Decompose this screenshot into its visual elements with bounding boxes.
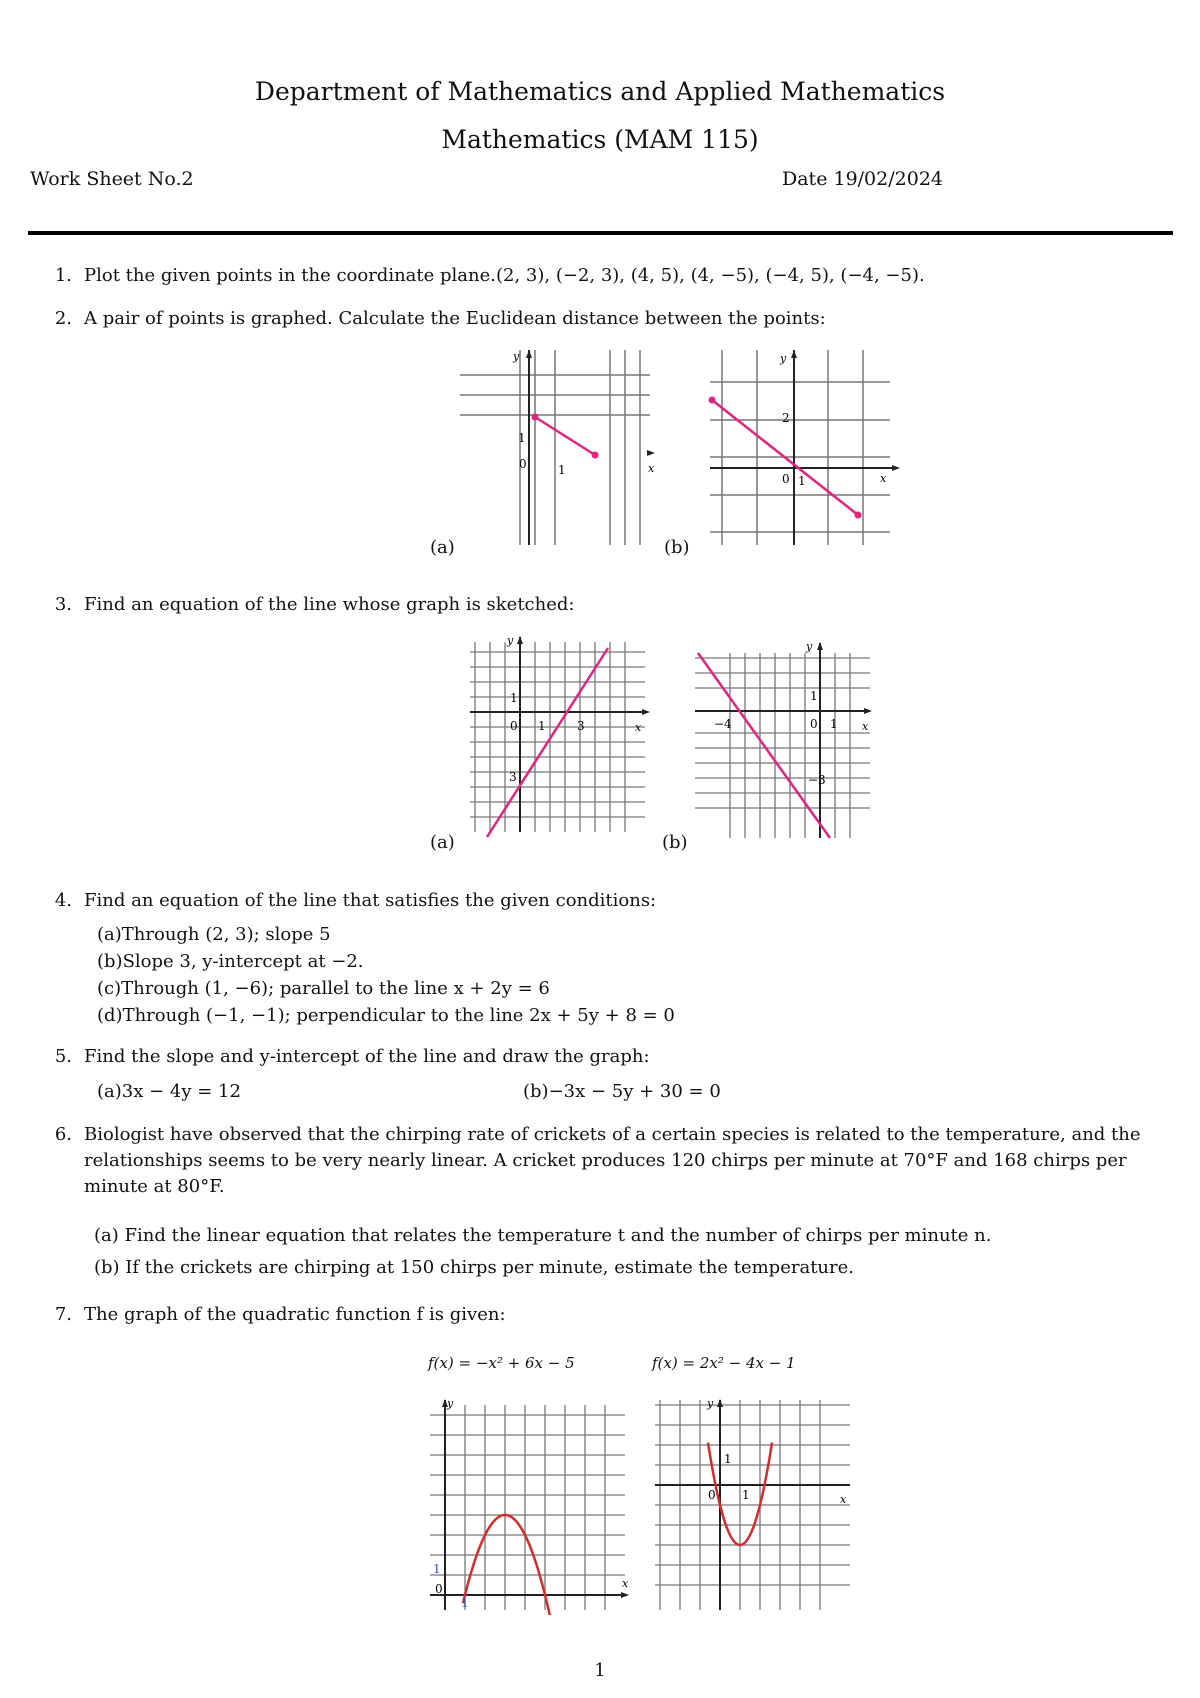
tick-label: −4 — [714, 717, 732, 731]
x-label: x — [622, 1577, 629, 1590]
q6-item-b: (b) If the crickets are chirping at 150 chirps per minute, estimate the temperature. — [94, 1257, 854, 1278]
question-text: Find an equation of the line whose graph is sketched: — [84, 594, 575, 615]
x-axis-arrow — [892, 465, 900, 471]
tick-label: 1 — [724, 1452, 732, 1466]
page-number: 1 — [594, 1660, 606, 1681]
y-label: y — [707, 1397, 714, 1410]
point — [532, 414, 539, 421]
q3-label-b: (b) — [662, 832, 688, 853]
course-title: Mathematics (MAM 115) — [441, 125, 759, 154]
x-label: x — [840, 1493, 847, 1506]
tick-label: 1 — [461, 1596, 469, 1610]
question-number: 4. — [54, 890, 72, 911]
question-text: A pair of points is graphed. Calculate the Euclidean distance between the points: — [84, 308, 826, 329]
x-label: x — [862, 720, 869, 733]
point — [709, 397, 716, 404]
y-axis-arrow — [517, 636, 523, 644]
x-label: x — [648, 462, 655, 475]
y-axis-arrow — [817, 642, 823, 650]
question-number: 1. — [54, 265, 72, 286]
tick-label: 2 — [782, 411, 790, 425]
y-label: y — [447, 1397, 454, 1410]
tick-label: 1 — [830, 717, 838, 731]
q2-label-b: (b) — [664, 537, 690, 558]
q5-item-b: (b)−3x − 5y + 30 = 0 — [523, 1081, 721, 1102]
q7-graph-b — [650, 1395, 855, 1615]
tick-label: 1 — [742, 1488, 750, 1502]
q4-item-c: (c)Through (1, −6); parallel to the line x + 2y = 6 — [97, 978, 550, 999]
point — [855, 512, 862, 519]
x-axis-arrow — [621, 1592, 629, 1598]
tick-label: 1 — [518, 431, 526, 445]
x-axis-arrow — [864, 708, 872, 714]
question-number: 2. — [54, 308, 72, 329]
tick-label: 3 — [509, 770, 517, 784]
header-rule — [28, 231, 1173, 235]
y-axis-arrow — [791, 350, 797, 358]
q3-graph-b — [690, 638, 875, 843]
question-text: Find an equation of the line that satisfies the given conditions: — [84, 890, 657, 911]
tick-label: 0 — [435, 1582, 443, 1596]
question-text: The graph of the quadratic function f is given: — [84, 1304, 506, 1325]
q7-caption-a: f(x) = −x² + 6x − 5 — [428, 1354, 575, 1372]
q2-graph-b — [700, 350, 900, 550]
tick-label: −3 — [808, 773, 826, 787]
point — [592, 452, 599, 459]
tick-label: 1 — [433, 1562, 441, 1576]
question-number: 3. — [54, 594, 72, 615]
y-label: y — [780, 352, 787, 365]
tick-label: 0 — [510, 719, 518, 733]
q4-item-d: (d)Through (−1, −1); perpendicular to the line 2x + 5y + 8 = 0 — [97, 1005, 675, 1026]
question-text: Plot the given points in the coordinate plane.(2, 3), (−2, 3), (4, 5), (4, −5), (−4, 5), (−4, −5). — [84, 265, 925, 286]
q5-item-a: (a)3x − 4y = 12 — [97, 1081, 241, 1102]
x-axis-arrow — [642, 709, 650, 715]
question-text-line: relationships seems to be very nearly linear. A cricket produces 120 chirps per minute at 70°F and 168 chirps per — [84, 1150, 1127, 1171]
tick-label: 1 — [538, 719, 546, 733]
question-number: 7. — [54, 1304, 72, 1325]
q3-graph-a — [465, 632, 650, 842]
department-title: Department of Mathematics and Applied Mathematics — [254, 77, 946, 106]
tick-label: 1 — [510, 691, 518, 705]
line-segment — [535, 417, 595, 455]
q4-item-a: (a)Through (2, 3); slope 5 — [97, 924, 331, 945]
y-label: y — [513, 350, 520, 363]
question-text-line: Biologist have observed that the chirping rate of crickets of a certain species is related to the temperature, and the — [84, 1124, 1141, 1145]
x-label: x — [880, 472, 887, 485]
tick-label: 0 — [519, 457, 527, 471]
q6-item-a: (a) Find the linear equation that relates the temperature t and the number of chirps per minute n. — [94, 1225, 992, 1246]
y-axis-arrow — [717, 1399, 723, 1407]
parabola-curve — [463, 1515, 551, 1615]
tick-label: 1 — [558, 463, 566, 477]
question-text: Find the slope and y-intercept of the line and draw the graph: — [84, 1046, 650, 1067]
tick-label: 0 — [708, 1488, 716, 1502]
tick-label: 1 — [810, 689, 818, 703]
q3-label-a: (a) — [430, 832, 455, 853]
question-number: 5. — [54, 1046, 72, 1067]
y-axis-arrow — [526, 350, 532, 358]
worksheet-label: Work Sheet No.2 — [30, 168, 194, 190]
q2-graph-a — [455, 350, 655, 550]
tick-label: 0 — [810, 717, 818, 731]
tick-label: 1 — [798, 474, 806, 488]
date-label: Date 19/02/2024 — [782, 168, 943, 190]
x-axis-arrow — [647, 450, 655, 456]
q4-item-b: (b)Slope 3, y-intercept at −2. — [97, 951, 364, 972]
graph-line — [698, 653, 830, 838]
y-label: y — [507, 634, 514, 647]
y-label: y — [806, 640, 813, 653]
question-text-line: minute at 80°F. — [84, 1176, 225, 1197]
question-number: 6. — [54, 1124, 72, 1145]
tick-label: 3 — [577, 719, 585, 733]
q7-caption-b: f(x) = 2x² − 4x − 1 — [652, 1354, 796, 1372]
x-label: x — [635, 721, 642, 734]
q7-graph-a — [425, 1395, 630, 1615]
q2-label-a: (a) — [430, 537, 455, 558]
tick-label: 0 — [782, 472, 790, 486]
